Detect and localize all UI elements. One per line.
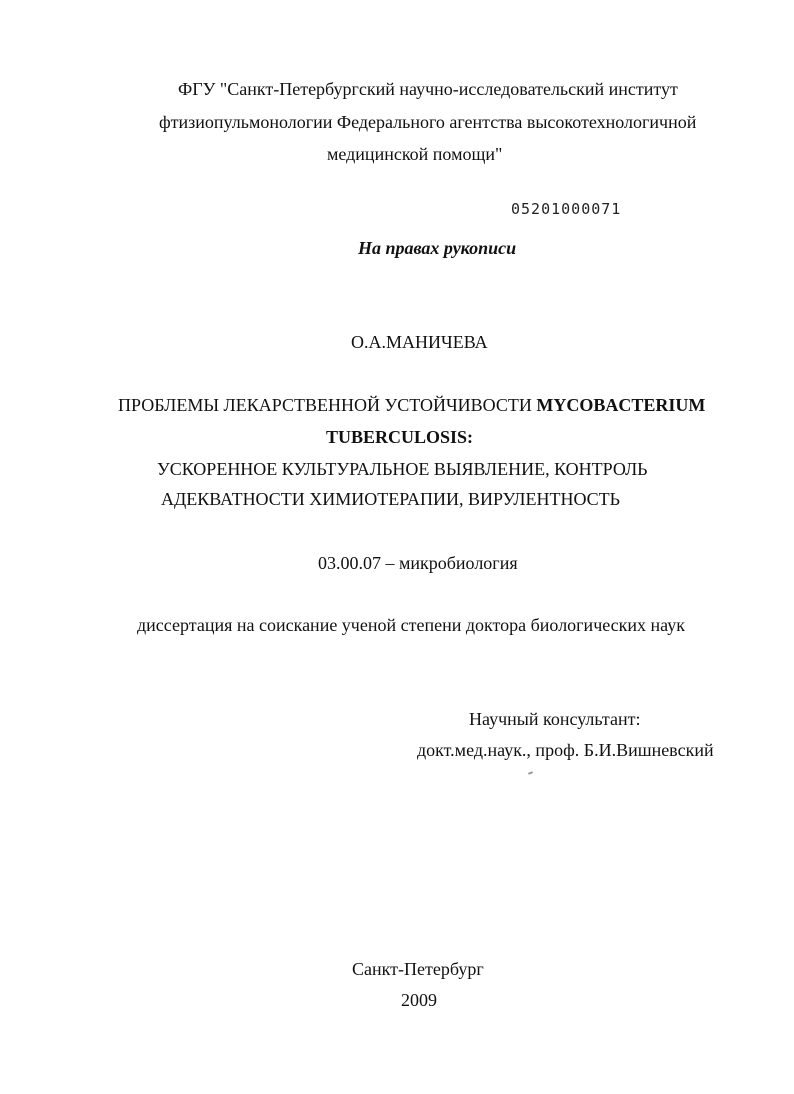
title-line-1 bbox=[118, 394, 705, 416]
specialty: 03.00.07 – микробиология bbox=[318, 553, 518, 573]
footer-city: Санкт-Петербург bbox=[352, 959, 484, 979]
consultant-name: докт.мед.наук., проф. Б.И.Вишневский bbox=[417, 740, 714, 760]
document-code: 05201000071 bbox=[511, 200, 622, 218]
scan-speck bbox=[528, 771, 533, 775]
title-line-2: TUBERCULOSIS: bbox=[326, 427, 474, 447]
title-line-1-bold: MYCOBACTERIUM bbox=[536, 395, 706, 415]
author-name: О.А.МАНИЧЕВА bbox=[351, 332, 488, 352]
title-line-4: АДЕКВАТНОСТИ ХИМИОТЕРАПИИ, ВИРУЛЕНТНОСТЬ bbox=[161, 489, 621, 509]
title-line-1-regular: ПРОБЛЕМЫ ЛЕКАРСТВЕННОЙ УСТОЙЧИВОСТИ bbox=[118, 395, 537, 415]
manuscript-note: На правах рукописи bbox=[358, 238, 517, 258]
institution-line-2: фтизиопульмонологии Федерального агентства высокотехнологичной bbox=[159, 112, 697, 132]
footer-year: 2009 bbox=[401, 990, 437, 1010]
institution-line-1: ФГУ "Санкт-Петербургский научно-исследовательский институт bbox=[178, 79, 678, 99]
institution-line-3: медицинской помощи" bbox=[327, 144, 503, 164]
title-line-3: УСКОРЕННОЕ КУЛЬТУРАЛЬНОЕ ВЫЯВЛЕНИЕ, КОНТРОЛЬ bbox=[157, 459, 648, 479]
dissertation-type: диссертация на соискание ученой степени доктора биологических наук bbox=[137, 615, 685, 635]
consultant-label: Научный консультант: bbox=[469, 709, 641, 729]
